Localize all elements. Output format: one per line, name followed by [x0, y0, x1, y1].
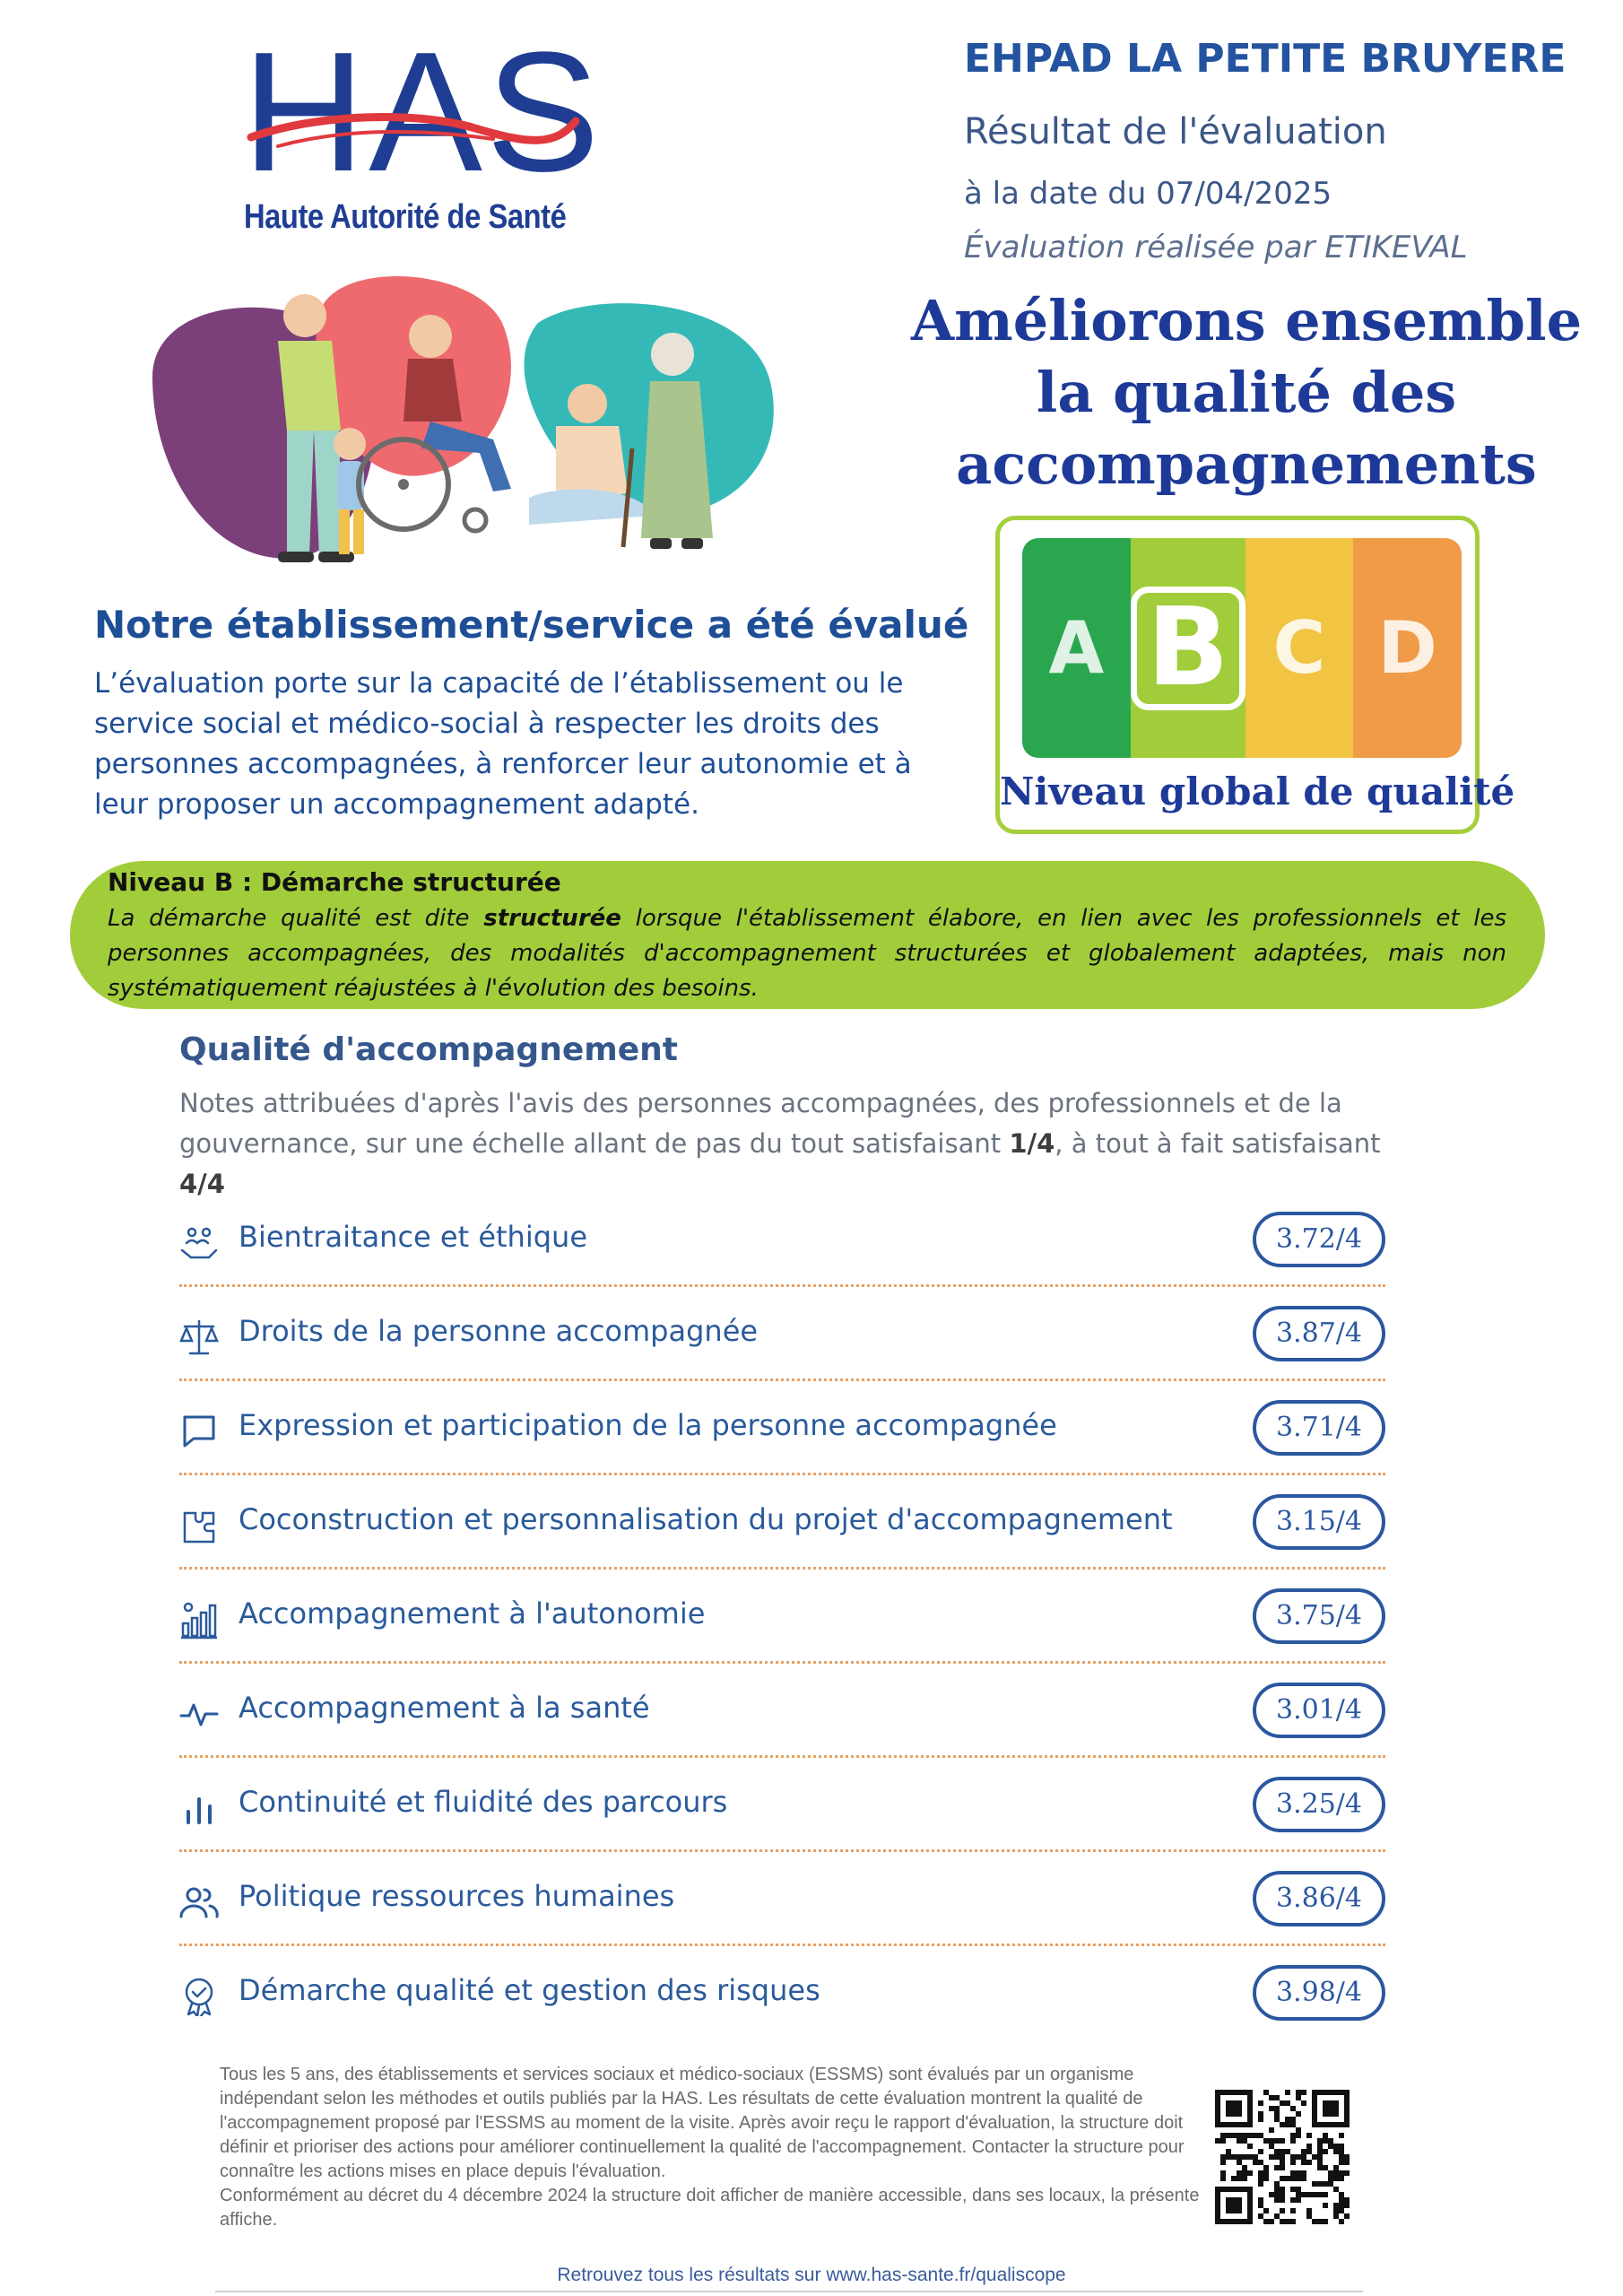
score-badge: 3.25/4 — [1253, 1777, 1385, 1832]
people-icon — [179, 1883, 219, 1922]
criterion-row: Démarche qualité et gestion des risques 3.98/4 — [179, 1946, 1385, 2040]
criterion-row: Coconstruction et personnalisation du projet d'accompagnement 3.15/4 — [179, 1475, 1385, 1570]
criterion-row: Accompagnement à la santé 3.01/4 — [179, 1664, 1385, 1758]
footer-paragraph: Tous les 5 ans, des établissements et services sociaux et médico-sociaux (ESSMS) sont évalués par un organisme indépendant selon les méthodes et outils publiés par la HAS. Les résultats de cette évaluation montrent la qualité de l'accompagnement proposé par l'ESSMS au moment de la visite. Après avoir reçu le rapport d'évaluation, la structure doit définir et prioriser des actions pour améliorer continuellement la qualité de l'accompagnement. Contacter la structure pour connaître les actions mises en place depuis l'évaluation. — [220, 2065, 1185, 2181]
logo-tagline: Haute Autorité de Santé — [244, 198, 567, 236]
score-badge: 3.15/4 — [1253, 1494, 1385, 1550]
score-badge: 3.72/4 — [1253, 1212, 1385, 1267]
footer-paragraph: Conformément au décret du 4 décembre 2024 la structure doit afficher de manière accessible, dans ses locaux, la présente affiche. — [220, 2186, 1200, 2230]
evaluation-date: à la date du 07/04/2025 — [964, 176, 1332, 212]
criteria-list — [179, 1193, 1385, 2040]
speech-bubble-icon — [179, 1412, 219, 1451]
criterion-row: Accompagnement à l'autonomie 3.75/4 — [179, 1570, 1385, 1664]
quality-note: Notes attribuées d'après l'avis des personnes accompagnées, des professionnels et de la gouvernance, sur une échelle allant de pas du tout satisfaisant 1/4, à tout à fait satisfaisant 4/4 — [179, 1088, 1381, 1199]
score-badge: 3.71/4 — [1253, 1400, 1385, 1456]
score-badge: 3.01/4 — [1253, 1683, 1385, 1738]
criterion-row: Droits de la personne accompagnée 3.87/4 — [179, 1287, 1385, 1381]
growth-chart-icon — [179, 1600, 219, 1639]
puzzle-icon — [179, 1506, 219, 1545]
slogan: Améliorons ensemble la qualité des accompagnements — [910, 288, 1583, 497]
grade-a: A — [1022, 538, 1131, 758]
rating-card — [995, 516, 1515, 834]
bar-chart-icon — [179, 1788, 219, 1828]
criterion-row: Continuité et fluidité des parcours 3.25/4 — [179, 1758, 1385, 1852]
level-description: La démarche qualité est dite structurée lorsque l'établissement élabore, en lien avec les professionnels et les personnes accompagnées, des modalités d'accompagnement structurées et globalement adaptées, mais non systématiquement réajustées à l'évolution des besoins. — [108, 905, 1506, 1002]
qr-code-icon[interactable] — [1215, 2090, 1350, 2224]
level-title: Niveau B : Démarche structurée — [108, 867, 561, 897]
evaluated-by: Évaluation réalisée par ETIKEVAL — [964, 230, 1468, 265]
facility-name: EHPAD LA PETITE BRUYERE — [964, 36, 1567, 82]
score-badge: 3.75/4 — [1253, 1588, 1385, 1644]
rating-scale — [1022, 538, 1462, 758]
criterion-row: Expression et participation de la personne accompagnée 3.71/4 — [179, 1381, 1385, 1475]
grade-d: D — [1353, 538, 1462, 758]
scales-icon — [179, 1318, 219, 1357]
logo-swoosh-icon — [242, 94, 583, 157]
qualiscope-link[interactable]: Retrouvez tous les résultats sur www.has-sante.fr/qualiscope — [557, 2265, 1066, 2285]
people-illustration — [135, 269, 780, 583]
rating-caption: Niveau global de qualité — [1000, 770, 1515, 813]
score-badge: 3.86/4 — [1253, 1871, 1385, 1926]
level-banner — [70, 861, 1545, 1009]
heartbeat-icon — [179, 1694, 219, 1734]
quality-title: Qualité d'accompagnement — [179, 1031, 679, 1068]
criterion-row: Politique ressources humaines 3.86/4 — [179, 1852, 1385, 1946]
care-hands-icon — [179, 1223, 219, 1263]
level-keyword: structurée — [483, 905, 621, 932]
criterion-row: Bientraitance et éthique 3.72/4 — [179, 1193, 1385, 1287]
footer-divider — [215, 2291, 1363, 2292]
score-badge: 3.87/4 — [1253, 1306, 1385, 1361]
evaluated-description: L’évaluation porte sur la capacité de l’établissement ou le service social et médico-social à respecter les droits des personnes accompagnées, à renforcer leur autonomie et à leur proposer un accompagnement adapté. — [94, 667, 912, 821]
evaluated-heading: Notre établissement/service a été évalué — [94, 603, 969, 647]
grade-c: C — [1245, 538, 1354, 758]
score-badge: 3.98/4 — [1253, 1965, 1385, 2021]
grade-b-selected: B — [1131, 538, 1245, 758]
footer-text — [220, 2063, 1206, 2232]
quality-badge-icon — [179, 1977, 219, 2016]
result-title: Résultat de l'évaluation — [964, 111, 1387, 152]
has-logo — [242, 17, 603, 247]
logo-letters: HAS — [242, 17, 603, 207]
